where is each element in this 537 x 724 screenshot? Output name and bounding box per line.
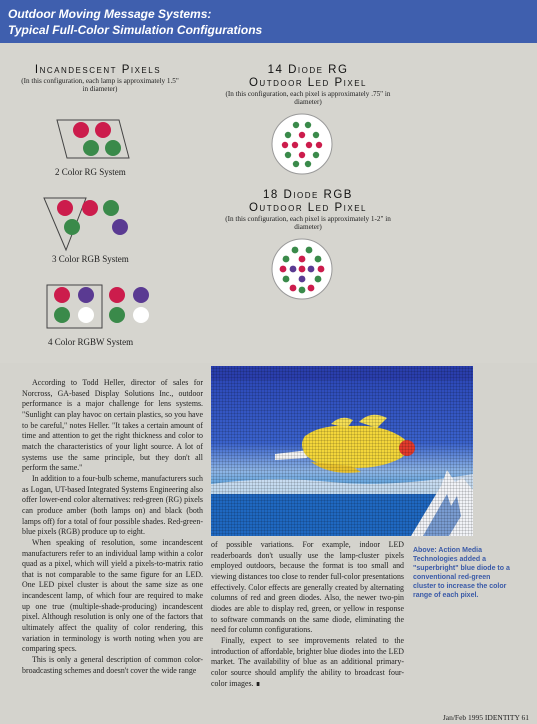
rg-red-lamp-1 (73, 122, 89, 138)
rgb-blue-lamp (112, 219, 128, 235)
article-column-2 (211, 540, 404, 689)
header-banner (0, 0, 537, 43)
rgb-caption: 3 Color RGB System (52, 254, 129, 264)
rg-green-lamp-2 (105, 140, 121, 156)
header-title-line1: Outdoor Moving Message Systems: (8, 7, 212, 21)
rg-lamp-diagram (55, 118, 131, 160)
rgbw-blue-lamp-2 (133, 287, 149, 303)
led-display-photo (211, 366, 473, 536)
diode18-heading-line2: Outdoor Led Pixel (248, 202, 368, 214)
rgbw-green-lamp-1 (54, 307, 70, 323)
incandescent-heading: Incandescent Pixels (34, 64, 162, 76)
incandescent-note: (In this configuration, each lamp is approximately 1.5" in diameter) (21, 77, 179, 93)
rgbw-lamp-diagram (45, 284, 155, 330)
diode14-heading-line2: Outdoor Led Pixel (248, 77, 368, 89)
diode18-note: (In this configuration, each pixel is approximately 1-2" in diameter) (225, 215, 391, 231)
rgbw-red-lamp-2 (109, 287, 125, 303)
col1-paragraph-4: This is only a general description of common color-broadcasting schemes and doesn't cover the wide range (22, 655, 203, 675)
page-footer: Jan/Feb 1995 IDENTITY 61 (442, 713, 529, 722)
col1-paragraph-1: According to Todd Heller, director of sales for Norcross, GA-based Display Solutions Inc., outdoor performance is a major challenge for lens systems. "Sunlight can play havoc on certain plastics, so you have to be careful," notes Heller. "It takes a certain amount of time and attention to get the right thickness and color to match the characteristics of your light source. A lot of systems use the same principle, but they don't all perform the same." (22, 378, 203, 473)
rgbw-white-lamp-1 (78, 307, 94, 323)
diode14-note: (In this configuration, each pixel is approximately .75" in diameter) (225, 90, 391, 106)
rgbw-white-lamp-2 (133, 307, 149, 323)
col1-paragraph-2: In addition to a four-bulb scheme, manufacturers such as Logan, UT-based Integrated Systems Engineering also offer lower-end color alternatives: red-green (RG) pixels can produce amber (both lamps on) and black (both lamps off) for a total of four possible shades. Red-green-blue pixels (RGB) produce up to eight. (22, 473, 203, 537)
rgb-green-lamp-2 (64, 219, 80, 235)
rgb-red-lamp-2 (82, 200, 98, 216)
col2-paragraph-1: of possible variations. For example, indoor LED readerboards don't usually use the lamp-cluster pixels employed outdoors, because the format is too small and viewing distances too close to render full-color presentations effectively. Color effects are generally created by alternating columns of red and green diodes. Also, the newer two-pin diodes are able to display red, green, or yellow in response to software commands on the same diode, eliminating the need for column configurations. (211, 540, 404, 635)
col1-paragraph-3: When speaking of resolution, some incandescent manufacturers refer to an individual lamp within a color quad as a pixel, which will yield a pixels-to-matrix ratio that is not comparable to the same figure for an LED. One LED pixel cluster is about the same size as one incandescent lamp, of which four are required to make up one true (multiple-shade-producing) incandescent pixel. Although resolution is only one of the factors that ultimately affect the quality of color rendering, this variation in terminology is worth noting when you are comparing specs. (22, 537, 203, 654)
diode18-pixel (271, 238, 333, 300)
rgb-lamp-diagram (42, 196, 152, 254)
rgbw-blue-lamp-1 (78, 287, 94, 303)
rgbw-caption: 4 Color RGBW System (48, 337, 134, 347)
diode14-heading-line1: 14 Diode RG (267, 64, 349, 76)
diode14-pixel (271, 113, 333, 175)
header-title-line2: Typical Full-Color Simulation Configurations (8, 23, 263, 37)
rgbw-red-lamp-1 (54, 287, 70, 303)
rg-green-lamp-1 (83, 140, 99, 156)
article-column-1 (22, 378, 203, 676)
photo-caption: Above: Action Media Technologies added a "superbright" blue diode to a conventional red-green cluster to increase the color range of each pixel. (413, 547, 510, 599)
rg-caption: 2 Color RG System (55, 167, 126, 177)
rgb-green-lamp-1 (103, 200, 119, 216)
rgb-red-lamp-1 (57, 200, 73, 216)
col2-paragraph-2: Finally, expect to see improvements related to the introduction of affordable, brighter blue diodes into the LED market. The availability of blue as an additional primary-color source should amplify the ability to broadcast four-color images. ∎ (211, 635, 404, 688)
rgbw-green-lamp-2 (109, 307, 125, 323)
diode14-disc (272, 114, 332, 174)
rg-red-lamp-2 (95, 122, 111, 138)
diode18-heading-line1: 18 Diode RGB (263, 189, 353, 201)
